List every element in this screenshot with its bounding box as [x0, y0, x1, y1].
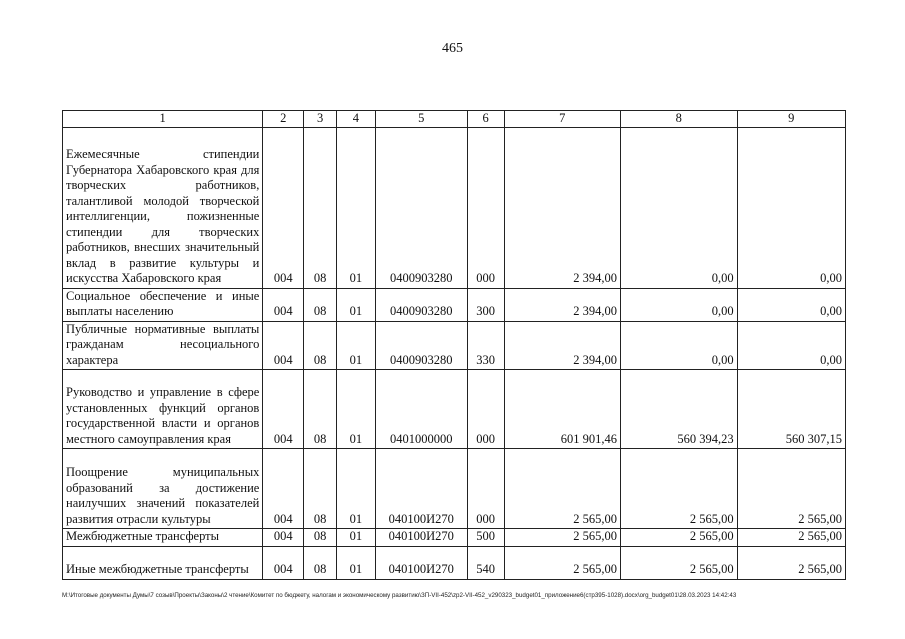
- code-subsection-cell: 01: [336, 370, 375, 449]
- code-ved-cell: 004: [263, 370, 304, 449]
- amount-year2-cell: 0,00: [621, 127, 738, 288]
- amount-year1-cell: 2 565,00: [504, 546, 621, 579]
- target-article-cell: 040100И270: [375, 546, 467, 579]
- amount-year1-cell: 2 394,00: [504, 127, 621, 288]
- code-section-cell: 08: [304, 546, 337, 579]
- column-header: 4: [336, 111, 375, 128]
- column-header: 9: [737, 111, 845, 128]
- target-article-cell: 0401000000: [375, 370, 467, 449]
- expense-type-cell: 300: [467, 288, 504, 321]
- row-name-cell: Руководство и управление в сфере установленных функций органов государственной власти и органов местного самоуправления края: [63, 370, 263, 449]
- amount-year2-cell: 560 394,23: [621, 370, 738, 449]
- amount-year3-cell: 2 565,00: [737, 529, 845, 547]
- amount-year1-cell: 601 901,46: [504, 370, 621, 449]
- code-subsection-cell: 01: [336, 127, 375, 288]
- expense-type-cell: 000: [467, 127, 504, 288]
- row-name-cell: Поощрение муниципальных образований за достижение наилучших значений показателей развития отрасли культуры: [63, 449, 263, 529]
- code-ved-cell: 004: [263, 529, 304, 547]
- amount-year3-cell: 560 307,15: [737, 370, 845, 449]
- column-header: 6: [467, 111, 504, 128]
- code-ved-cell: 004: [263, 546, 304, 579]
- code-ved-cell: 004: [263, 288, 304, 321]
- column-header: 8: [621, 111, 738, 128]
- amount-year2-cell: 2 565,00: [621, 546, 738, 579]
- column-header: 5: [375, 111, 467, 128]
- target-article-cell: 0400903280: [375, 127, 467, 288]
- amount-year3-cell: 0,00: [737, 288, 845, 321]
- table-row: [63, 127, 846, 288]
- target-article-cell: 0400903280: [375, 321, 467, 370]
- table-header-row: [63, 111, 846, 128]
- code-section-cell: 08: [304, 370, 337, 449]
- target-article-cell: 0400903280: [375, 288, 467, 321]
- amount-year3-cell: 2 565,00: [737, 546, 845, 579]
- budget-table: [62, 110, 846, 580]
- column-header: 3: [304, 111, 337, 128]
- code-subsection-cell: 01: [336, 449, 375, 529]
- amount-year1-cell: 2 394,00: [504, 321, 621, 370]
- page-number: 465: [442, 41, 463, 56]
- target-article-cell: 040100И270: [375, 449, 467, 529]
- amount-year3-cell: 2 565,00: [737, 449, 845, 529]
- expense-type-cell: 540: [467, 546, 504, 579]
- code-subsection-cell: 01: [336, 546, 375, 579]
- code-subsection-cell: 01: [336, 288, 375, 321]
- amount-year1-cell: 2 565,00: [504, 529, 621, 547]
- row-name-cell: Публичные нормативные выплаты гражданам несоциального характера: [63, 321, 263, 370]
- table-row: [63, 288, 846, 321]
- amount-year2-cell: 2 565,00: [621, 529, 738, 547]
- expense-type-cell: 000: [467, 370, 504, 449]
- table-row: [63, 321, 846, 370]
- code-section-cell: 08: [304, 449, 337, 529]
- table-row: [63, 546, 846, 579]
- row-name-cell: Ежемесячные стипендии Губернатора Хабаровского края для творческих работников, талантливой молодой творческой интеллигенции, пожизненные стипендии для творческих работников, внесших значительный вклад в развитие культуры и искусства Хабаровского края: [63, 127, 263, 288]
- table-row: [63, 529, 846, 547]
- amount-year3-cell: 0,00: [737, 321, 845, 370]
- code-section-cell: 08: [304, 127, 337, 288]
- column-header: 2: [263, 111, 304, 128]
- code-subsection-cell: 01: [336, 321, 375, 370]
- amount-year1-cell: 2 565,00: [504, 449, 621, 529]
- row-name-cell: Иные межбюджетные трансферты: [63, 546, 263, 579]
- code-ved-cell: 004: [263, 127, 304, 288]
- target-article-cell: 040100И270: [375, 529, 467, 547]
- document-file-path: M:\Итоговые документы Думы\7 созыв\Проекты\Законы\2 чтение\Комитет по бюджету, налогам и экономическому развитию\ЗП-VII-452\zp2-VII-452_v290323_budget01_приложение6(стр395-1028).docx\org_budget01\28.03.2023 14:42:43: [62, 592, 737, 599]
- code-ved-cell: 004: [263, 449, 304, 529]
- column-header: 7: [504, 111, 621, 128]
- code-section-cell: 08: [304, 529, 337, 547]
- column-header: 1: [63, 111, 263, 128]
- expense-type-cell: 330: [467, 321, 504, 370]
- amount-year1-cell: 2 394,00: [504, 288, 621, 321]
- amount-year3-cell: 0,00: [737, 127, 845, 288]
- expense-type-cell: 000: [467, 449, 504, 529]
- code-section-cell: 08: [304, 288, 337, 321]
- amount-year2-cell: 2 565,00: [621, 449, 738, 529]
- row-name-cell: Межбюджетные трансферты: [63, 529, 263, 547]
- expense-type-cell: 500: [467, 529, 504, 547]
- code-subsection-cell: 01: [336, 529, 375, 547]
- code-ved-cell: 004: [263, 321, 304, 370]
- amount-year2-cell: 0,00: [621, 321, 738, 370]
- table-row: [63, 449, 846, 529]
- table-row: [63, 370, 846, 449]
- code-section-cell: 08: [304, 321, 337, 370]
- amount-year2-cell: 0,00: [621, 288, 738, 321]
- row-name-cell: Социальное обеспечение и иные выплаты населению: [63, 288, 263, 321]
